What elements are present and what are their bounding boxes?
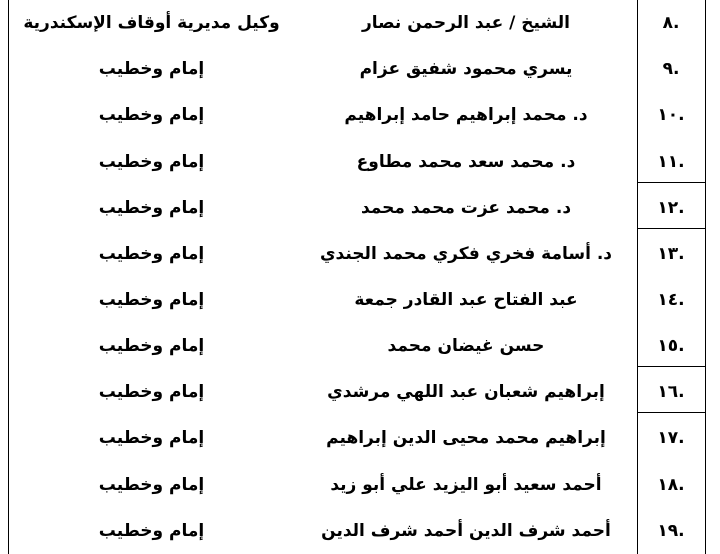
imams-table — [8, 0, 705, 554]
row-number: .١٥ — [657, 336, 685, 357]
row-number: .١٣ — [657, 243, 685, 264]
table-row — [8, 415, 705, 461]
row-number: .١٤ — [657, 290, 685, 311]
row-number: .٩ — [662, 59, 680, 80]
imams-table-body — [8, 0, 705, 554]
person-name: د. محمد إبراهيم حامد إبراهيم — [344, 105, 588, 126]
row-number: .٨ — [662, 13, 680, 34]
person-role: إمام وخطيب — [98, 105, 205, 126]
person-role: إمام وخطيب — [98, 336, 205, 357]
table-row — [8, 138, 705, 184]
person-role: إمام وخطيب — [98, 59, 205, 80]
table-row — [8, 92, 705, 138]
person-name: حسن غيضان محمد — [387, 336, 545, 357]
table-row — [8, 369, 705, 415]
person-name: أحمد سعيد أبو اليزيد علي أبو زيد — [330, 474, 602, 495]
row-number: .١٦ — [657, 382, 685, 403]
person-name: أحمد شرف الدين أحمد شرف الدين — [321, 520, 611, 541]
person-role: إمام وخطيب — [98, 290, 205, 311]
table-row — [8, 46, 705, 92]
row-number: .١١ — [657, 151, 685, 172]
person-role: إمام وخطيب — [98, 428, 205, 449]
person-role: إمام وخطيب — [98, 151, 205, 172]
person-name: إبراهيم شعبان عبد اللهي مرشدي — [327, 382, 605, 403]
person-name: د. محمد عزت محمد محمد — [360, 197, 572, 218]
person-name: د. محمد سعد محمد مطاوع — [356, 151, 576, 172]
row-number: .١٢ — [657, 197, 685, 218]
person-name: يسري محمود شفيق عزام — [359, 59, 573, 80]
table-row — [8, 185, 705, 231]
row-number: .١٨ — [657, 474, 685, 495]
table-row — [8, 323, 705, 369]
table-row — [8, 508, 705, 554]
person-role: إمام وخطيب — [98, 243, 205, 264]
person-role: إمام وخطيب — [98, 197, 205, 218]
table-row — [8, 277, 705, 323]
row-number: .١٧ — [657, 428, 685, 449]
person-name: د. أسامة فخري فكري محمد الجندي — [319, 243, 613, 264]
person-role: إمام وخطيب — [98, 474, 205, 495]
person-role: إمام وخطيب — [98, 520, 205, 541]
person-role: إمام وخطيب — [98, 382, 205, 403]
row-number: .١٠ — [657, 105, 685, 126]
person-name: عبد الفتاح عبد القادر جمعة — [354, 290, 578, 311]
table-right-border — [705, 0, 706, 554]
person-name: إبراهيم محمد محيى الدين إبراهيم — [326, 428, 606, 449]
person-name: الشيخ / عبد الرحمن نصار — [362, 13, 570, 34]
row-number: .١٩ — [657, 520, 685, 541]
table-row — [8, 0, 705, 46]
table-row — [8, 231, 705, 277]
person-role: وكيل مديرية أوقاف الإسكندرية — [23, 13, 280, 34]
table-row — [8, 462, 705, 508]
